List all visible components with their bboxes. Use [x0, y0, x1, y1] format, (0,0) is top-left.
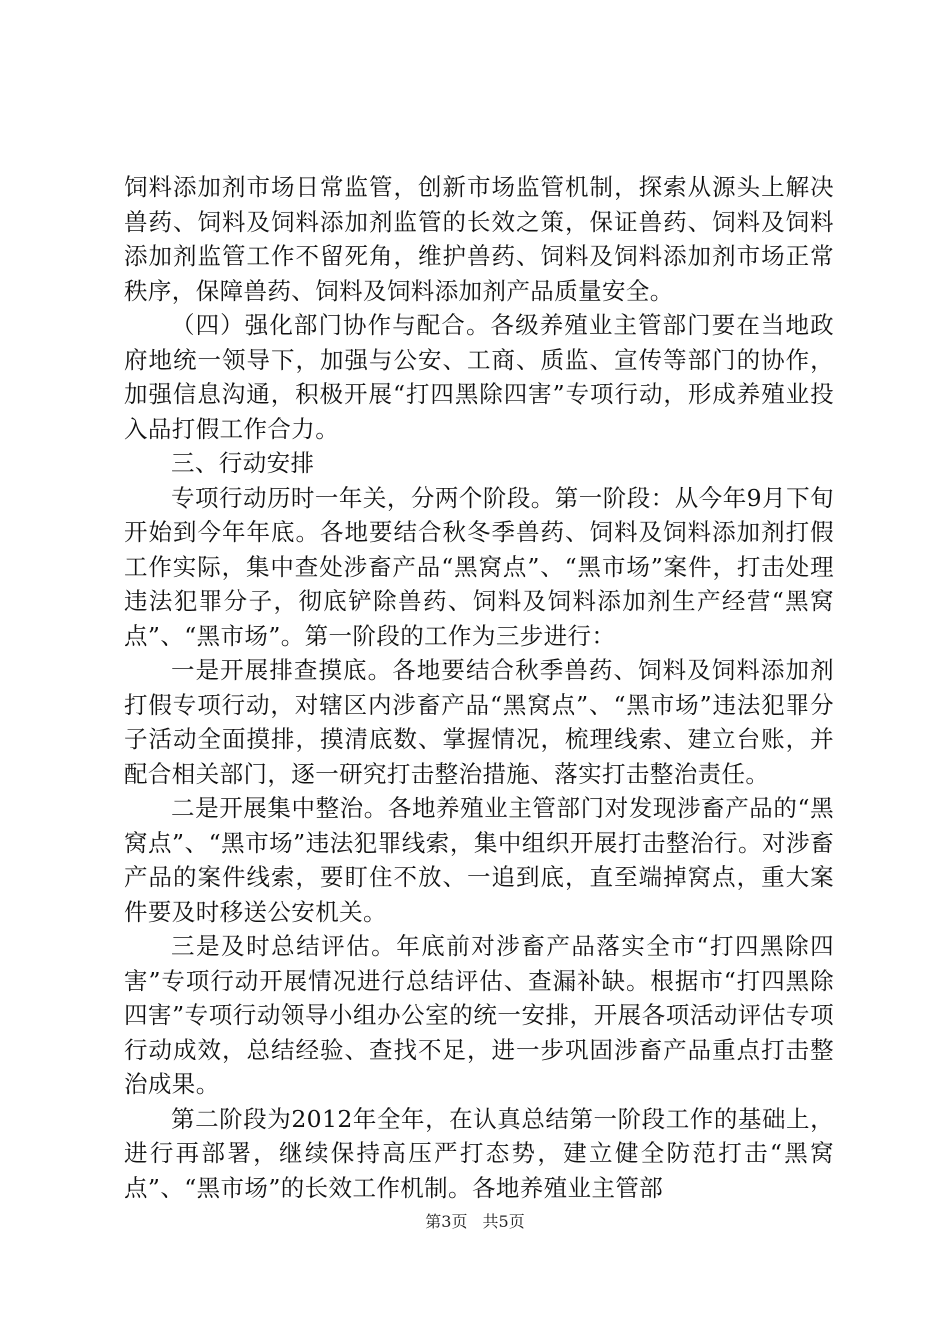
- paragraph-5: 一是开展排查摸底。各地要结合秋季兽药、饲料及饲料添加剂打假专项行动，对辖区内涉畜产品“黑窝点”、“黑市场”违法犯罪分子活动全面摸排，摸清底数、掌握情况，梳理线索、建立台账，并配合相关部门，逐一研究打击整治措施、落实打击整治责任。: [124, 656, 834, 788]
- paragraph-1: 饲料添加剂市场日常监管，创新市场监管机制，探索从源头上解决兽药、饲料及饲料添加剂监管的长效之策，保证兽药、饲料及饲料添加剂监管工作不留死角，维护兽药、饲料及饲料添加剂市场正常秩序，保障兽药、饲料及饲料添加剂产品质量安全。: [124, 173, 834, 305]
- paragraph-7: 三是及时总结评估。年底前对涉畜产品落实全市“打四黑除四害”专项行动开展情况进行总结评估、查漏补缺。根据市“打四黑除四害”专项行动领导小组办公室的统一安排，开展各项活动评估专项行动成效，总结经验、查找不足，进一步巩固涉畜产品重点打击整治成果。: [124, 932, 834, 1098]
- paragraph-4: 专项行动历时一年关，分两个阶段。第一阶段：从今年9月下旬开始到今年年底。各地要结合秋冬季兽药、饲料及饲料添加剂打假工作实际，集中查处涉畜产品“黑窝点”、“黑市场”案件，打击处理违法犯罪分子，彻底铲除兽药、饲料及饲料添加剂生产经营“黑窝点”、“黑市场”。第一阶段的工作为三步进行：: [124, 483, 834, 650]
- paragraph-3-section-heading: 三、行动安排: [171, 449, 315, 477]
- paragraph-2: （四）强化部门协作与配合。各级养殖业主管部门要在当地政府地统一领导下，加强与公安、工商、质监、宣传等部门的协作，加强信息沟通，积极开展“打四黑除四害”专项行动，形成养殖业投入品打假工作合力。: [124, 311, 834, 443]
- page-number: 第3页: [425, 1212, 468, 1231]
- paragraph-6: 二是开展集中整治。各地养殖业主管部门对发现涉畜产品的“黑窝点”、“黑市场”违法犯罪线索，集中组织开展打击整治行。对涉畜产品的案件线索，要盯住不放、一追到底，直至端掉窝点，重大案件要及时移送公安机关。: [124, 794, 834, 926]
- page-total: 共5页: [482, 1212, 525, 1231]
- page-footer: [0, 1212, 950, 1232]
- document-body: [124, 170, 834, 1205]
- paragraph-8: 第二阶段为2012年全年，在认真总结第一阶段工作的基础上，进行再部署，继续保持高压严打态势，建立健全防范打击“黑窝点”、“黑市场”的长效工作机制。各地养殖业主管部: [124, 1104, 834, 1202]
